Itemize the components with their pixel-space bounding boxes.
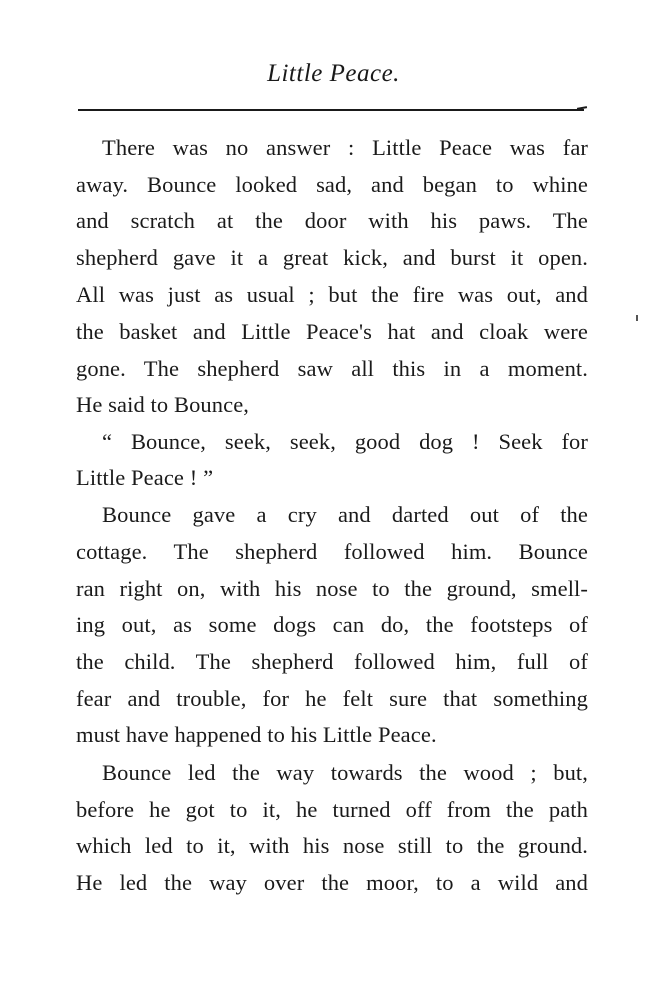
text-line-13: ran right on, with his nose to the ground, smell- <box>76 576 588 601</box>
text-line-2: away. Bounce looked sad, and began to whine <box>76 172 588 197</box>
text-line-1: There was no answer : Little Peace was far <box>102 135 588 160</box>
text-line-14: ing out, as some dogs can do, the footsteps of <box>76 612 588 637</box>
text-line-11: Bounce gave a cry and darted out of the <box>102 502 588 527</box>
text-line-8: He said to Bounce, <box>76 392 250 417</box>
text-line-7: gone. The shepherd saw all this in a moment. <box>76 356 588 381</box>
text-line-10: Little Peace ! ” <box>76 465 214 490</box>
text-line-16: fear and trouble, for he felt sure that something <box>76 686 588 711</box>
text-line-6: the basket and Little Peace's hat and cloak were <box>76 319 588 344</box>
text-line-21: He led the way over the moor, to a wild and <box>76 870 588 895</box>
text-line-4: shepherd gave it a great kick, and burst it open. <box>76 245 588 270</box>
text-line-17: must have happened to his Little Peace. <box>76 722 437 747</box>
text-line-9: “ Bounce, seek, seek, good dog ! Seek for <box>102 429 588 454</box>
running-head: Little Peace. <box>267 60 400 87</box>
text-line-3: and scratch at the door with his paws. The <box>76 208 588 233</box>
text-line-19: before he got to it, he turned off from the path <box>76 797 588 822</box>
text-line-20: which led to it, with his nose still to the ground. <box>76 833 588 858</box>
text-line-15: the child. The shepherd followed him, full of <box>76 649 588 674</box>
text-line-12: cottage. The shepherd followed him. Bounce <box>76 539 588 564</box>
header-rule <box>78 109 584 111</box>
text-line-5: All was just as usual ; but the fire was out, and <box>76 282 588 307</box>
margin-speck <box>636 315 638 321</box>
text-line-18: Bounce led the way towards the wood ; but, <box>102 760 588 785</box>
